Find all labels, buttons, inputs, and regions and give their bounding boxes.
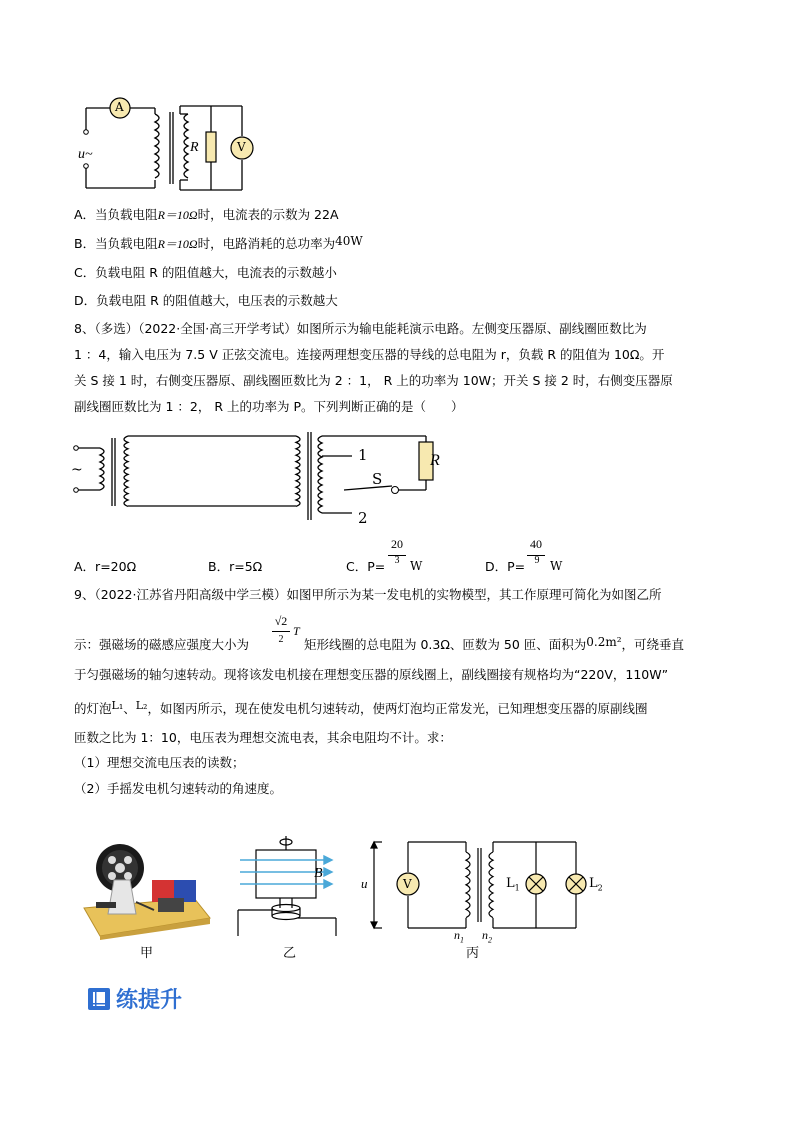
q8-option-d: D．P=	[485, 559, 526, 574]
q8-option-d-numerator: 40	[530, 537, 542, 551]
option-c: C．负载电阻 R 的阻值越大，电流表的示数越小	[74, 265, 337, 280]
q8-option-b: B．r=5Ω	[208, 559, 263, 574]
option-b: B．当负载电阻R＝10Ω时，电路消耗的总功率为40W	[74, 234, 363, 251]
terminal-2-label: 2	[358, 509, 368, 527]
q8-option-c-unit: W	[410, 559, 423, 573]
book-icon	[88, 988, 110, 1010]
figure-transmission-circuit	[70, 428, 450, 528]
ammeter-label: A	[115, 100, 124, 114]
caption-bing: 丙	[466, 946, 480, 961]
terminal-1-label: 1	[358, 446, 368, 464]
bing-voltmeter-label: V	[403, 877, 412, 891]
n2-label: $n_2$	[482, 928, 492, 945]
resistor-r-label: R	[430, 452, 440, 469]
q8-line-3: 关 S 接 1 时，右侧变压器原、副线圈匝数比为 2 ：1， R 上的功率为 10W；开关 S 接 2 时，右侧变压器原	[74, 373, 673, 388]
n1-label: $n_1$	[454, 928, 464, 945]
q9-line-2-rest: 矩形线圈的总电阻为 0.3Ω、匝数为 50 匝、面积为0.2m²，可绕垂直	[304, 635, 685, 652]
q8-line-2: 1 ：4，输入电压为 7.5 V 正弦交流电。连接两理想变压器的导线的总电阻为 r，负载 R 的阻值为 10Ω。开	[74, 347, 665, 362]
q9-fraction-bar	[272, 631, 290, 632]
q9-sub-question-2: （2）手摇发电机匀速转动的角速度。	[74, 781, 282, 796]
switch-label: S	[372, 470, 383, 488]
q8-option-d-denominator: 9	[534, 555, 540, 566]
voltage-u-label: u	[361, 876, 368, 891]
option-d: D．负载电阻 R 的阻值越大，电压表的示数越大	[74, 293, 338, 308]
q8-line-1: 8、（多选）（2022·全国·高三开学考试）如图所示为输电能耗演示电路。左侧变压器原、副线圈匝数比为	[74, 321, 647, 336]
figure-generator-photo	[76, 840, 212, 940]
q8-option-a: A．r=20Ω	[74, 559, 137, 574]
caption-jia: 甲	[140, 946, 154, 961]
q8-line-4: 副线圈匝数比为 1 ：2， R 上的功率为 P。下列判断正确的是（ ）	[74, 399, 464, 414]
q8-option-c-numerator: 20	[391, 537, 403, 551]
lamp1-label: $L_1$	[506, 876, 520, 893]
q9-sub-question-1: （1）理想交流电压表的读数；	[74, 755, 245, 770]
q9-line-3: 于匀强磁场的轴匀速转动。现将该发电机接在理想变压器的原线圈上，副线圈接有规格均为“220V，110W”	[74, 667, 669, 682]
q8-option-c: C．P=	[346, 559, 386, 574]
lamp2-label: $L_2$	[589, 876, 603, 893]
q9-line-4: 的灯泡L₁、L₂，如图丙所示，现在使发电机匀速转动，使两灯泡均正常发光，已知理想变压器的原副线圈	[74, 699, 648, 716]
q9-line-1: 9、（2022·江苏省丹阳高级中学三模）如图甲所示为某一发电机的实物模型，其工作原理可简化为如图乙所	[74, 587, 662, 602]
q9-line-5: 匝数之比为 1：10，电压表为理想交流电表，其余电阻均不计。求：	[74, 730, 452, 745]
option-a: A．当负载电阻R＝10Ω时，电流表的示数为 22A	[74, 207, 339, 222]
q9-line-2: 示：强磁场的磁感应强度大小为	[74, 637, 250, 652]
figure-coil-in-field	[228, 836, 338, 946]
voltmeter-label: V	[237, 140, 246, 154]
field-b-label: B	[314, 866, 323, 881]
q8-option-d-unit: W	[550, 559, 563, 573]
section-heading-text: 练提升	[116, 988, 183, 1013]
q9-frac-unit: T	[293, 624, 300, 638]
resistor-label: R	[190, 140, 199, 155]
source-label: u~	[78, 147, 93, 162]
source-symbol: ~	[71, 462, 83, 478]
q9-frac-numerator: √2	[274, 614, 288, 628]
caption-yi: 乙	[283, 946, 297, 961]
q8-option-c-denominator: 3	[394, 555, 400, 566]
section-heading	[88, 983, 182, 1014]
q9-frac-denominator: 2	[278, 634, 284, 645]
